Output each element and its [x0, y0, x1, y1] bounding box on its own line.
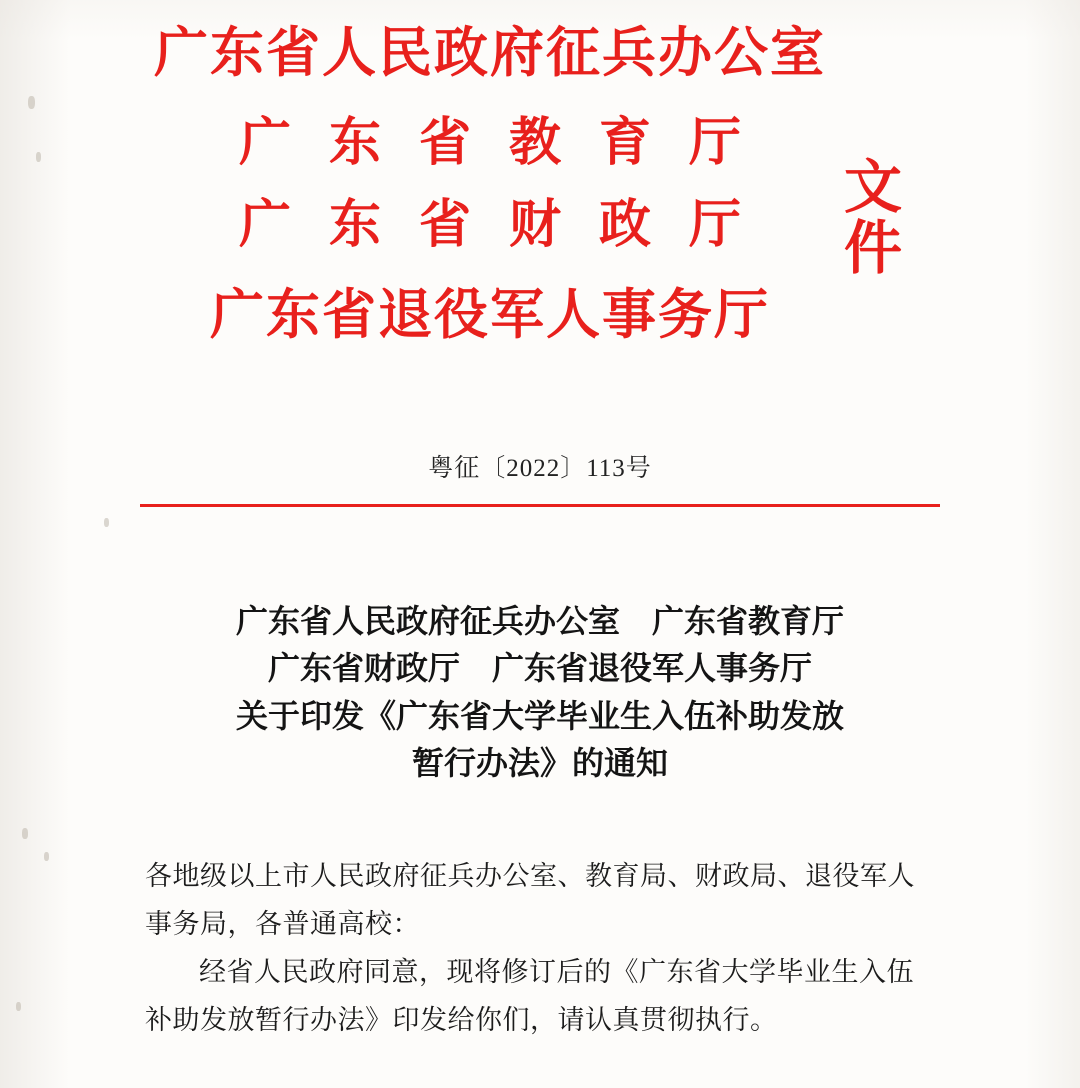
masthead-line-1: 广东省人民政府征兵办公室: [154, 23, 826, 83]
masthead-line-4: 广东省退役军人事务厅: [210, 285, 770, 345]
document-body: [145, 852, 955, 1044]
title-line-2: 广东省财政厅 广东省退役军人事务厅: [267, 650, 812, 687]
addressee-line-1: 各地级以上市人民政府征兵办公室、教育局、财政局、退役军人: [145, 861, 915, 891]
title-line-1: 广东省人民政府征兵办公室 广东省教育厅: [235, 603, 844, 639]
title-line-4: 暂行办法》的通知: [411, 745, 668, 782]
paper-speck: [22, 828, 28, 839]
masthead-line-2: 广东省教育厅: [238, 115, 779, 172]
paragraph-1-line-1: 经省人民政府同意，现将修订后的《广东省大学毕业生入伍: [199, 957, 914, 988]
paragraph-1-line-2: 补助发放暂行办法》印发给你们，请认真贯彻执行。: [145, 1005, 778, 1036]
masthead-line-3: 广东省财政厅: [238, 197, 779, 254]
paper-speck: [104, 518, 109, 527]
title-line-3: 关于印发《广东省大学毕业生入伍补助发放: [235, 697, 844, 734]
document-number: 粤征〔2022〕113号: [428, 455, 652, 482]
masthead-document-label: 文件: [843, 155, 902, 281]
document-title: [140, 598, 940, 787]
red-divider-rule: [140, 504, 940, 507]
paper-speck: [16, 1002, 21, 1011]
addressee-line-2: 事务局，各普通高校：: [145, 909, 420, 940]
masthead: [0, 8, 1080, 368]
paper-speck: [44, 852, 49, 861]
